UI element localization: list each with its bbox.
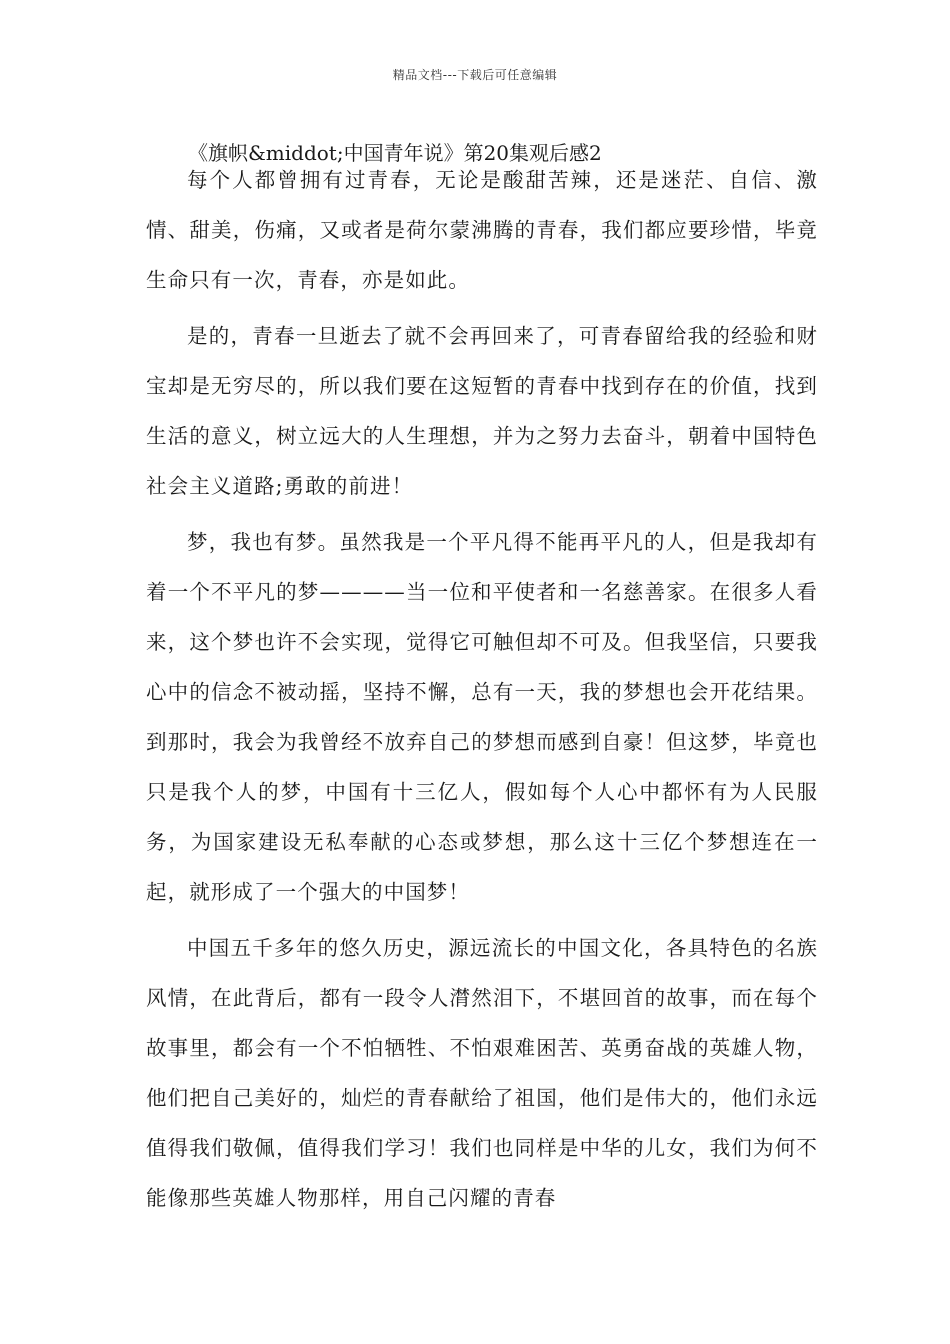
document-body — [146, 155, 818, 1223]
paragraph: 中国五千多年的悠久历史，源远流长的中国文化，各具特色的名族风情，在此背后，都有一段令人潸然泪下，不堪回首的故事，而在每个故事里，都会有一个不怕牺牲、不怕艰难困苦、英勇奋战的英雄人物，他们把自己美好的，灿烂的青春献给了祖国，他们是伟大的，他们永远值得我们敬佩，值得我们学习！我们也同样是中华的儿女，我们为何不能像那些英雄人物那样，用自己闪耀的青春 — [146, 936, 818, 1210]
paragraph: 每个人都曾拥有过青春，无论是酸甜苦辣，还是迷茫、自信、激情、甜美，伤痛，又或者是荷尔蒙沸腾的青春，我们都应要珍惜，毕竟生命只有一次，青春，亦是如此。 — [146, 168, 818, 292]
paragraph: 是的，青春一旦逝去了就不会再回来了，可青春留给我的经验和财宝却是无穷尽的，所以我们要在这短暂的青春中找到存在的价值，找到生活的意义，树立远大的人生理想，并为之努力去奋斗，朝着中国特色社会主义道路;勇敢的前进！ — [146, 324, 818, 498]
paragraph: 梦，我也有梦。虽然我是一个平凡得不能再平凡的人，但是我却有着一个不平凡的梦————当一位和平使者和一名慈善家。在很多人看来，这个梦也许不会实现，觉得它可触但却不可及。但我坚信，只要我心中的信念不被动摇，坚持不懈，总有一天，我的梦想也会开花结果。到那时，我会为我曾经不放弃自己的梦想而感到自豪！但这梦，毕竟也只是我个人的梦，中国有十三亿人，假如每个人心中都怀有为人民服务，为国家建设无私奉献的心态或梦想，那么这十三亿个梦想连在一起，就形成了一个强大的中国梦！ — [146, 530, 818, 904]
document-title: 《旗帜&middot;中国青年说》第20集观后感2 — [188, 141, 602, 165]
page-header: 精品文档---下载后可任意编辑 — [392, 68, 558, 82]
